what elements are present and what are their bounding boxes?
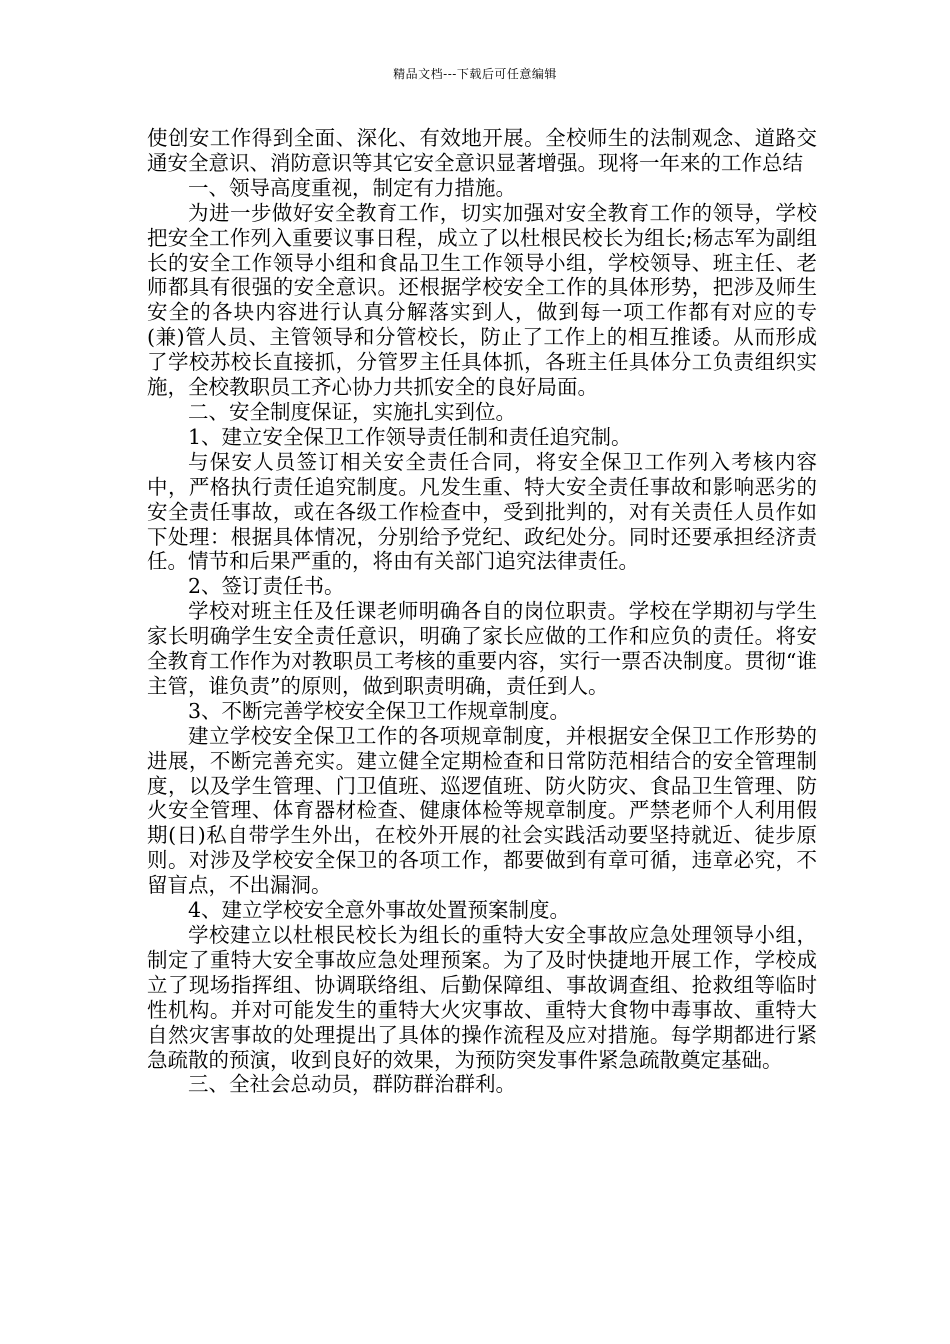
section-heading: 三、全社会总动员，群防群治群利。 [188, 1072, 516, 1097]
paragraph: 学校建立以杜根民校长为组长的重特大安全事故应急处理领导小组，制定了重特大安全事故应急处理预案。为了及时快捷地开展工作，学校成立了现场指挥组、协调联络组、后勤保障组、事故调查组、抢救组等临时性机构。并对可能发生的重特大火灾事故、重特大食物中毒事故、重特大自然灾害事故的处理提出了具体的操作流程及应对措施。每学期都进行紧急疏散的预演，收到良好的效果，为预防突发事件紧急疏散奠定基础。 [147, 923, 817, 1072]
paragraph: 与保安人员签订相关安全责任合同，将安全保卫工作列入考核内容中，严格执行责任追究制度。凡发生重、特大安全责任事故和影响恶劣的安全责任事故，或在各级工作检查中，受到批判的，对有关责任人员作如下处理：根据具体情况，分别给予党纪、政纪处分。同时还要承担经济责任。情节和后果严重的，将由有关部门追究法律责任。 [147, 449, 817, 574]
paragraph: 为进一步做好安全教育工作，切实加强对安全教育工作的领导，学校把安全工作列入重要议事日程，成立了以杜根民校长为组长;杨志军为副组长的安全工作领导小组和食品卫生工作领导小组，学校领导、班主任、老师都具有很强的安全意识。还根据学校安全工作的具体形势，把涉及师生安全的各块内容进行认真分解落实到人，做到每一项工作都有对应的专(兼)管人员、主管领导和分管校长，防止了工作上的相互推诿。从而形成了学校苏校长直接抓，分管罗主任具体抓，各班主任具体分工负责组织实施，全校教职员工齐心协力共抓安全的良好局面。 [147, 200, 817, 400]
section-heading: 一、领导高度重视，制定有力措施。 [188, 175, 516, 200]
subsection-heading: 1、建立安全保卫工作领导责任制和责任追究制。 [188, 424, 632, 449]
subsection-heading: 4、建立学校安全意外事故处置预案制度。 [188, 898, 571, 923]
paragraph: 建立学校安全保卫工作的各项规章制度，并根据安全保卫工作形势的进展，不断完善充实。建立健全定期检查和日常防范相结合的安全管理制度，以及学生管理、门卫值班、巡逻值班、防火防灾、食品卫生管理、防火安全管理、体育器材检查、健康体检等规章制度。严禁老师个人利用假期(日)私自带学生外出，在校外开展的社会实践活动要坚持就近、徒步原则。对涉及学校安全保卫的各项工作，都要做到有章可循，违章必究，不留盲点，不出漏洞。 [147, 723, 817, 898]
document-body [147, 126, 817, 1097]
paragraph: 学校对班主任及任课老师明确各自的岗位职责。学校在学期初与学生家长明确学生安全责任意识，明确了家长应做的工作和应负的责任。将安全教育工作作为对教职员工考核的重要内容，实行一票否决制度。贯彻“谁主管，谁负责”的原则，做到职责明确，责任到人。 [147, 599, 817, 698]
page-header: 精品文档---下载后可任意编辑 [393, 67, 557, 81]
subsection-heading: 2、签订责任书。 [188, 574, 345, 599]
section-heading: 二、安全制度保证，实施扎实到位。 [188, 399, 516, 424]
subsection-heading: 3、不断完善学校安全保卫工作规章制度。 [188, 698, 571, 723]
paragraph: 使创安工作得到全面、深化、有效地开展。全校师生的法制观念、道路交通安全意识、消防意识等其它安全意识显著增强。现将一年来的工作总结 [147, 126, 817, 175]
